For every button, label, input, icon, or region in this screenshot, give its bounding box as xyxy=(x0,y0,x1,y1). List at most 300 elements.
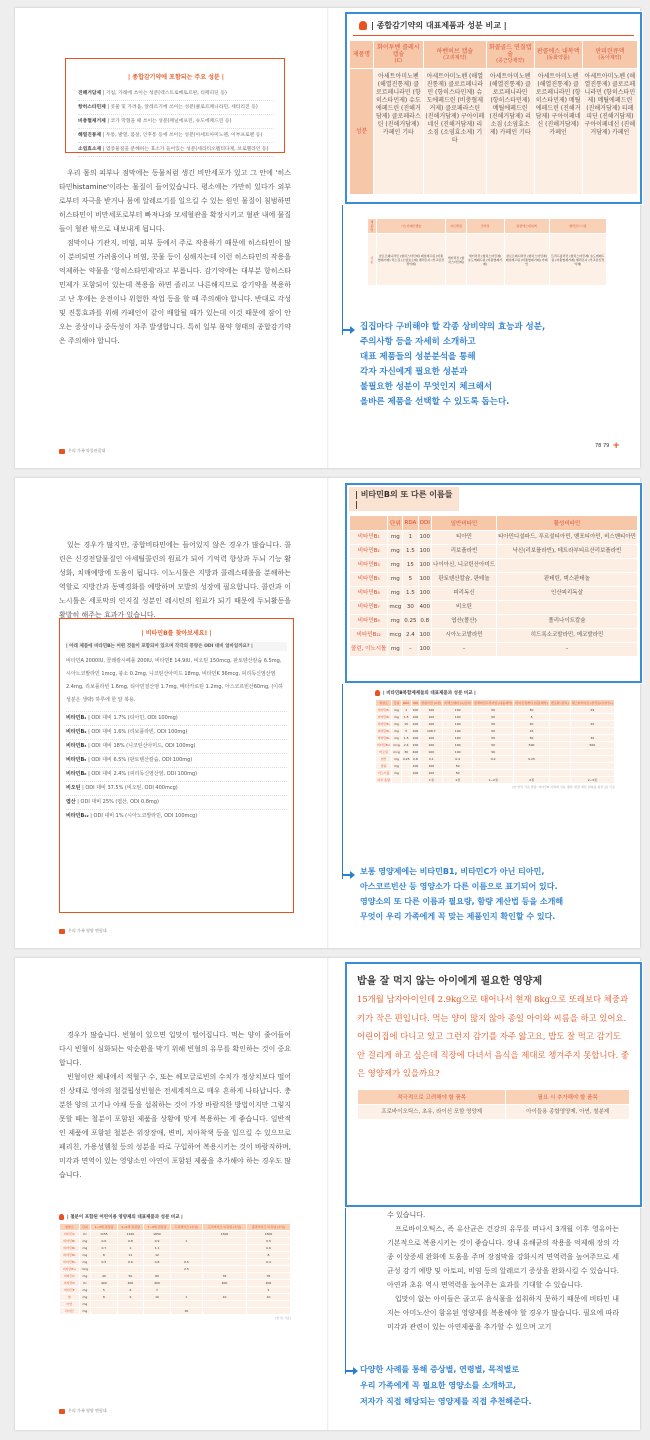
table-cell: 100 xyxy=(412,715,419,719)
table-cell xyxy=(514,749,549,756)
comparison-table xyxy=(349,40,638,195)
vitamin-text: | ODI 대비 18% (니코틴산아미드, ODI 100mg) xyxy=(86,743,196,749)
promo-line: 올바른 제품을 선택할 수 있도록 돕는다. xyxy=(360,397,510,407)
table-cell: 50 xyxy=(443,763,473,770)
table-cell: mcg xyxy=(388,629,403,643)
footer-text: 우리 가족 영양 엔험대 xyxy=(68,1408,107,1413)
table-cell: 티아민디설파드, 푸르설티아민, 벤포티아민, 비스벤티아민 xyxy=(496,531,637,545)
table-cell xyxy=(203,1266,247,1273)
table-row xyxy=(376,763,615,770)
table-cell: 세티리진 (항히스타민제) 슈도에페드린 (비충혈제거제) xyxy=(466,234,504,286)
table-cell: 아이들용 종합영양제, 아연, 철분제 xyxy=(506,1104,630,1119)
table-cell: 30 xyxy=(403,601,418,615)
table-cell: 2정 xyxy=(514,777,549,784)
ingredient-list xyxy=(78,87,274,157)
vitamin-label: 비타민B₂ xyxy=(66,729,87,735)
ingredient-text: | 코가 막혔을 때 쓰이는 성분(페닐에프린, 슈도에페드린 등) xyxy=(105,119,232,124)
table-cell: 100 xyxy=(420,763,443,770)
table-header xyxy=(582,41,637,69)
table-cell: 히드록소코발라민, 메코발라민 xyxy=(496,629,637,643)
table-cell: 1.1 xyxy=(144,1245,171,1252)
table-cell: mg xyxy=(392,770,402,777)
product-name: 판콜에스 내복액 xyxy=(536,47,580,55)
table-cell: 비오틴 xyxy=(376,749,392,756)
table-cell: 콜린 xyxy=(376,763,392,770)
table-cell: 2~3정 xyxy=(570,777,614,784)
table-cell: 콜린, 이노시톨 xyxy=(350,643,388,657)
promo-line: 각자 자신에게 필요한 성분과 xyxy=(360,367,468,377)
table-cell xyxy=(514,763,549,770)
table-cell: 100 xyxy=(443,714,473,721)
table-row xyxy=(60,1287,291,1294)
callout-title: | 종합감기약의 대표제품과 성분 비교 | xyxy=(353,16,634,36)
table-cell xyxy=(91,1266,118,1273)
table-row xyxy=(376,742,615,749)
ingredient-text: | 염증물질을 분해하는 효소가 들어있는 성분(세라티오펩티다제, 브로멜라인 등) xyxy=(101,147,269,152)
left-page-body xyxy=(59,538,291,622)
table-header: 훌라이키즈 이뮤업 (수입) xyxy=(246,1224,290,1231)
table-row xyxy=(376,714,615,721)
table-cell xyxy=(170,1231,202,1238)
table-cell: 비타민B₁₂ xyxy=(350,629,388,643)
table-cell: 100 xyxy=(420,721,443,728)
table-row xyxy=(60,1308,291,1315)
table-cell xyxy=(203,1287,247,1294)
table-cell: 50 xyxy=(514,707,549,714)
table-cell: 100 xyxy=(418,629,432,643)
table-cell: 8 xyxy=(91,1252,118,1259)
table-cell: 400 xyxy=(412,750,419,754)
table-cell: 35 xyxy=(203,1273,247,1280)
table-cell: 아연 xyxy=(60,1301,80,1308)
table-cell: 400 xyxy=(418,601,432,615)
table-cell: 5 xyxy=(91,1287,118,1294)
table-cell: 비타민B₃ xyxy=(376,721,392,728)
table-cell: 100 xyxy=(412,736,419,740)
table-cell: 비타민B₂ xyxy=(376,714,392,721)
callout-product-comparison xyxy=(345,12,642,204)
vitamin-label: 비타민B₁ xyxy=(66,715,87,721)
table-cell: 400 xyxy=(117,1280,144,1287)
table-cell: 30 xyxy=(570,735,614,742)
table-cell xyxy=(117,1308,144,1315)
table-cell: 이노시톨 xyxy=(376,770,392,777)
callout-vitamin-b-names xyxy=(345,483,642,683)
table-header: ODI xyxy=(418,516,432,531)
table-cell: 100 xyxy=(443,749,473,756)
table-cell: 1.5 xyxy=(403,545,418,559)
product-maker: (고려제약) xyxy=(443,54,467,61)
table-cell: 비타민B₁₂ xyxy=(60,1266,80,1273)
product-maker: (종근당제약) xyxy=(496,58,525,64)
table-cell: mg xyxy=(388,559,403,573)
promo-text-2 xyxy=(360,864,645,924)
table-cell: 시아노코발라민 xyxy=(432,629,497,643)
table-row xyxy=(60,1231,291,1238)
table-cell xyxy=(549,756,570,763)
table-cell: 100 xyxy=(412,771,419,775)
table-cell: 비타민D xyxy=(60,1280,80,1287)
table-cell: 50 xyxy=(514,735,549,742)
table-cell: mg xyxy=(388,573,403,587)
table-cell xyxy=(549,728,570,735)
iron-product-table xyxy=(59,1214,291,1320)
table-cell: 5 xyxy=(246,1287,290,1294)
table-row xyxy=(60,1273,291,1280)
table-row xyxy=(60,1280,291,1287)
table-header: 헤스타티아로 (한국유나이티드) xyxy=(571,701,613,705)
table-cell: mg xyxy=(392,763,402,770)
table-cell: 8 xyxy=(91,1294,118,1301)
table-cell: 100 xyxy=(412,764,419,768)
table-row xyxy=(60,1294,291,1301)
table-cell: 비타민B₁₂ xyxy=(377,743,391,747)
table-cell: 60 xyxy=(144,1273,171,1280)
table-cell: 1 xyxy=(401,707,411,714)
vitamin-text: | ODI 대비 1% (시아노코발라민, ODI 100mcg) xyxy=(88,813,198,819)
product-name: 화콜골드 연질캡슐 xyxy=(488,44,532,58)
vitamin-row xyxy=(66,767,287,781)
ingredient-item xyxy=(78,115,274,129)
lightbulb-icon xyxy=(59,1214,64,1220)
ingredient-item xyxy=(78,143,274,157)
page-footer xyxy=(59,448,105,454)
vitamin-label: 비타민B₅ xyxy=(66,757,87,763)
connector-line xyxy=(342,205,343,335)
table-cell: 500 xyxy=(570,742,614,749)
footer-text: 우리 가족 약물관찰대 xyxy=(68,448,106,453)
ingredient-label: 비충혈제거제 xyxy=(78,119,106,124)
table-cell: 50 xyxy=(472,721,513,728)
table-cell xyxy=(144,1308,171,1315)
ingredient-item xyxy=(78,87,274,101)
table-cell: 100 xyxy=(412,743,419,747)
table-cell xyxy=(203,1308,247,1315)
table-cell xyxy=(549,742,570,749)
table-cell: mg xyxy=(392,756,402,763)
promo-line: 아스코르빈산 등 영양소가 다른 이름으로 표기되어 있다. xyxy=(360,882,558,891)
connector-line xyxy=(345,1208,346,1374)
promo-line: 집집마다 구비해야 할 각종 상비약의 효능과 성분, xyxy=(360,322,546,332)
gutter xyxy=(327,478,329,948)
table-cell: 아세트아미노펜 (해열진통제) 클로르페니라민 (항히스타민제) 메틸에페드린 (진해거담제) 리소짐 (소염효소제) 카페인 기타 xyxy=(486,69,534,195)
vitamin-b-box xyxy=(59,618,294,913)
vitamin-text: | ODI 대비 6.5% (판토텐산칼슘, ODI 100mg) xyxy=(86,757,193,763)
table-cell xyxy=(570,749,614,756)
ingredient-label: 진해거담제 xyxy=(78,91,102,96)
table-cell: 15 xyxy=(401,721,411,728)
footer-logo-icon xyxy=(59,449,65,454)
table-header: 비맥스메타 (녹십자) xyxy=(444,701,471,705)
box-text: 비타민A 2000IU, 콜레칼시페롤 200IU, 비타민E 14.9IU, 비오틴 150mcg, 판토텐산칼슘 6.5mg, 시아노코발라민 1mcg, 붕소 0.2mg, 니코틴산아미드 18mg, 비타민K 36mcg, 피리독신염산염 2.4mg, 리보플라빈 1.6mg, 티아민질산염 1.7mg, 베타카로틴 1.2mg, 아스코르빈산60mg, (이하 성분은 생략) 하루에 한 알 복용. xyxy=(66,658,283,703)
table-cell: 100 xyxy=(420,749,443,756)
table-cell xyxy=(472,763,513,770)
table-row xyxy=(376,777,615,784)
table-cell xyxy=(117,1266,144,1273)
vitamin-row xyxy=(66,725,287,739)
table-cell: 12 xyxy=(144,1252,171,1259)
table-cell: 100 xyxy=(418,559,432,573)
vitamin-list xyxy=(66,711,287,823)
table-cell: 성분 xyxy=(368,234,377,286)
table-cell: 아세트아미노펜 (해열진통제) 클로르페니라민 (항히스타민제) 메틸에페드린 (진해거담제) 구아이페네신 (진해거담제) 카페인 xyxy=(534,69,582,195)
table-cell: 0.8 xyxy=(117,1238,144,1245)
table-header: 드림앤키즈 (수입) xyxy=(170,1224,202,1231)
table-cell: 철 xyxy=(60,1294,80,1301)
vitamin-text: | ODI 대비 2.4% (피리독신염산염, ODI 100mg) xyxy=(86,771,198,777)
arrow-icon xyxy=(345,1366,359,1376)
promo-line: 주의사항 등을 자세히 소개하고 xyxy=(360,337,476,347)
table-cell: 100 xyxy=(418,587,432,601)
table-cell: 티아민 xyxy=(432,531,497,545)
table-row xyxy=(350,615,638,629)
table-cell xyxy=(246,1308,290,1315)
table-cell: 1650 xyxy=(144,1231,171,1238)
table-cell: 0.8 xyxy=(144,1259,171,1266)
promo-text-1 xyxy=(360,320,630,410)
table-cell: 판토텐산칼슘, 판테놀 xyxy=(432,573,497,587)
product-maker: (동아제약) xyxy=(598,54,622,61)
ingredient-label: 해열진통제 xyxy=(78,133,102,138)
table-cell: mg xyxy=(388,587,403,601)
table-cell: 100 xyxy=(443,742,473,749)
ingredient-text: | 두통, 발열, 몸살, 인후통 등에 쓰이는 성분(아세트아미노펜, 이부프로펜 등) xyxy=(101,133,263,138)
table-cell: mg xyxy=(388,545,403,559)
table-header xyxy=(423,41,486,69)
vitamin-names-table xyxy=(349,515,638,657)
table-header xyxy=(534,41,582,69)
table-header: 벤포벨 (한독) xyxy=(550,701,569,705)
paragraph: 있는 경우가 많지만, 종합비타민에는 들어있지 않은 경우가 많습니다. 콜린은 신경전달물질인 아세틸콜린의 원료가 되어 기억력 향상과 두뇌 기능 활성화, 치매예방에 도움이 됩니다. 이노시톨은 지방과 콜레스테롤을 분해하는 역할로 지방간과 동맥경화를 예방하며 모발의 성장에 필요합니다. 콜린과 이노시톨은 세포막의 인지질 성분인 레시틴의 원료가 되기 때문에 두뇌활동을 활발히 해주는 효과가 있습니다. xyxy=(59,541,291,619)
table-cell: 10 xyxy=(144,1294,171,1301)
table-cell: 50 xyxy=(472,714,513,721)
table-cell xyxy=(170,1245,202,1252)
table-cell: 1.5 xyxy=(403,587,418,601)
table-cell: 0.6 xyxy=(117,1259,144,1266)
table-cell: – xyxy=(432,643,497,657)
table-cell: mcg xyxy=(393,750,400,754)
table-cell xyxy=(549,721,570,728)
table-header: 7~9세 권장량 xyxy=(144,1224,171,1231)
table-cell: 비타민B₃ xyxy=(350,559,388,573)
table-cell xyxy=(144,1301,171,1308)
table-header: 4~6세 권장량 xyxy=(117,1224,144,1231)
ingredient-item xyxy=(78,129,274,143)
table-row-label: 성분 xyxy=(350,69,374,195)
gutter xyxy=(327,958,329,1430)
table-cell: 10 xyxy=(203,1294,247,1301)
promo-line: 보통 영양제에는 비타민B1, 비타민C가 아닌 티아민, xyxy=(360,867,545,876)
table-header: 일반비타민 xyxy=(432,516,497,531)
table-cell xyxy=(170,1301,202,1308)
table-cell: 비타민B₁ xyxy=(350,531,388,545)
left-page-body xyxy=(59,1028,291,1182)
box-title: | 종합감기약에 포함되는 주요 성분 | xyxy=(128,74,224,81)
table-cell: 트리프롤리딘 (항히스타민제) 슈도에페드린 (비충혈제거제) 벨라돈나 (부교감신경억제) xyxy=(549,234,606,286)
table-cell xyxy=(570,714,614,721)
table-cell: mg xyxy=(79,1294,91,1301)
table-cell: 인산피리독살 xyxy=(496,587,637,601)
table-cell: 50 xyxy=(472,707,513,714)
table-header: 포리버키즈 이뮤업 (수입) xyxy=(203,1224,247,1231)
table-title: | 철분이 포함된 어린이용 영양제의 대표제품과 성분 비교 | xyxy=(59,1214,291,1220)
table-cell: mg xyxy=(392,728,402,735)
table-cell: 100 xyxy=(412,708,419,712)
table-cell: 1정 xyxy=(443,777,473,784)
ingredient-label: 항히스타민제 xyxy=(78,105,106,110)
table-cell: 100 xyxy=(418,531,432,545)
vitamin-row xyxy=(66,809,287,823)
product-maker: (동화약품) xyxy=(546,54,570,61)
table-cell: 비타민B₇ xyxy=(350,601,388,615)
table-cell xyxy=(144,1266,171,1273)
table-cell: 프로바이오틱스, 초유, 라이신 포함 영양제 xyxy=(358,1104,506,1119)
table-cell xyxy=(472,770,513,777)
plus-icon: + xyxy=(612,441,620,451)
gutter xyxy=(327,8,329,468)
table-cell: mg xyxy=(392,721,402,728)
page-footer xyxy=(59,928,107,934)
table-note: (한 알 기준) xyxy=(275,1316,291,1320)
table-cell: 0.5 xyxy=(170,1259,202,1266)
table-cell: 0.8 xyxy=(413,757,418,761)
table-header: 제품명 xyxy=(350,41,374,69)
table-cell: 50 xyxy=(117,1273,144,1280)
table-header: 임팩타민프리미엄 (대웅제약) xyxy=(474,701,513,705)
table-cell: 100 xyxy=(443,728,473,735)
table-cell: 50 xyxy=(472,728,513,735)
table-cell xyxy=(392,777,402,784)
table-cell: 100 xyxy=(412,729,419,733)
table-cell xyxy=(91,1301,118,1308)
table-cell: mcg xyxy=(388,601,403,615)
table-cell: mcg xyxy=(79,1266,91,1273)
table-header: 챌리코드시럽 xyxy=(549,219,606,234)
table-cell: – xyxy=(496,643,637,657)
table-header: 단위 xyxy=(393,701,400,705)
table-cell: 1320 xyxy=(117,1231,144,1238)
page-footer xyxy=(59,1408,107,1414)
footer-logo-icon xyxy=(59,929,65,934)
table-cell: 11 xyxy=(117,1252,144,1259)
vitamin-label: 비타민B₆ xyxy=(66,771,87,777)
table-cell: 100 xyxy=(420,742,443,749)
table-cell: 20 xyxy=(514,721,549,728)
box-question: | 아래 제품에 비타민B는 어떤 것들이 포함되어 있으며 각각의 풍량은 ODI 대비 얼마일까요? | xyxy=(66,642,287,651)
table-cell: mg xyxy=(79,1301,91,1308)
table-cell: mcg xyxy=(393,743,400,747)
table-cell: 비타민B₂ xyxy=(60,1245,80,1252)
table-cell xyxy=(570,756,614,763)
table-row xyxy=(376,756,615,763)
table-row xyxy=(376,770,615,777)
table-cell: mg xyxy=(392,707,402,714)
table-cell: 아세트아미노펜 (해열진통제) 클로르페니라민 (항히스타민제) 슈도에페드린 (비충혈제거제) 클로페라스틴 (진해거담제) 구아이페네신 (진해거담제) 리소짐 (소염효소제) 기타 xyxy=(423,69,486,195)
table-cell: 0.8 xyxy=(418,615,432,629)
table-header xyxy=(374,41,424,69)
table-cell xyxy=(570,763,614,770)
vitamin-row xyxy=(66,781,287,795)
table-cell: 100 xyxy=(412,722,419,726)
table-cell: mg xyxy=(79,1287,91,1294)
table-cell: 400 xyxy=(246,1280,290,1287)
promo-text-3 xyxy=(360,1362,640,1410)
connector-line xyxy=(342,684,343,879)
table-row xyxy=(376,707,615,714)
product-maker: (C) xyxy=(394,58,403,64)
ingredient-text: | 콧물 및 가려움, 알레르기에 쓰이는 성분(클로르페니라민, 세티리진 등) xyxy=(105,105,258,110)
arrow-icon xyxy=(342,325,356,335)
footer-logo-icon xyxy=(59,1409,65,1414)
table-cell: 폴리나이트칼슘 xyxy=(496,615,637,629)
recommendation-table xyxy=(357,1089,630,1120)
promo-line: 우리 가족에게 꼭 필요한 영양소를 소개하고, xyxy=(360,1381,517,1390)
table-cell: 6 xyxy=(117,1287,144,1294)
table-cell: 엽산(폴산) xyxy=(432,615,497,629)
table-header: ODI xyxy=(412,701,419,705)
table-cell: mg xyxy=(388,615,403,629)
table-cell xyxy=(170,1287,202,1294)
table-cell: 1.5 xyxy=(401,714,411,721)
table-header: 단위 xyxy=(79,1224,91,1231)
table-cell: mg xyxy=(79,1245,91,1252)
table-cell: mg xyxy=(79,1308,91,1315)
table-cell: 클로르페니라민 (항히스타민제) 페닐레프린 (비충혈제거제) 카페인 xyxy=(504,234,549,286)
table-cell: 0.25 xyxy=(514,756,549,763)
table-header: 지르텍정 xyxy=(446,219,466,234)
table-cell: 아세트아미노펜 (해열진통제) 클로르페니라민 (항히스타민제) 슈도에페드린 (진해거담제) 클로페라스틴 (진해거담제) 카페인 기타 xyxy=(374,69,424,195)
ingredients-box xyxy=(65,58,285,153)
table-cell: 비오틴 xyxy=(432,601,497,615)
table-cell: 8 xyxy=(246,1252,290,1259)
table-cell xyxy=(203,1245,247,1252)
table-cell: 100 xyxy=(443,735,473,742)
table-row xyxy=(350,531,638,545)
table-cell: mg xyxy=(392,714,402,721)
table-cell xyxy=(570,770,614,777)
table-cell xyxy=(549,770,570,777)
table-cell xyxy=(549,777,570,784)
table-header: 시노카패인캡슐 xyxy=(376,219,446,234)
table-cell: 비타민B₉ xyxy=(350,615,388,629)
table-cell: 0.25 xyxy=(402,757,410,761)
table-cell: 0.4 xyxy=(443,756,473,763)
table-cell xyxy=(170,1280,202,1287)
vitamin-label: 비타민B₁₂ xyxy=(66,813,89,819)
table-cell: 1정 xyxy=(420,777,443,784)
table-header: 콜린아민 (C콘) xyxy=(421,701,442,705)
table-cell: 2.4 xyxy=(403,629,418,643)
table-cell: 1155 xyxy=(91,1231,118,1238)
table-cell xyxy=(170,1273,202,1280)
table-cell: 0.6 xyxy=(91,1238,118,1245)
left-page-body xyxy=(59,166,291,348)
table-cell: mg xyxy=(79,1238,91,1245)
table-cell: 1 xyxy=(170,1294,202,1301)
ingredient-item xyxy=(78,101,274,115)
table-title: | 비타민B복합제제들의 대표제품과 성분 비교 | xyxy=(375,690,615,696)
table-row xyxy=(376,749,615,756)
arrow-icon xyxy=(342,870,356,880)
table-header: 영양소 xyxy=(60,1224,80,1231)
table-cell xyxy=(401,763,411,770)
table-cell: 판테틴, 덱스판테놀 xyxy=(496,573,637,587)
table-cell xyxy=(117,1301,144,1308)
table-cell: 100 xyxy=(443,707,473,714)
table-cell: 15 xyxy=(403,559,418,573)
table-cell xyxy=(514,770,549,777)
table-cell: 400 xyxy=(144,1280,171,1287)
